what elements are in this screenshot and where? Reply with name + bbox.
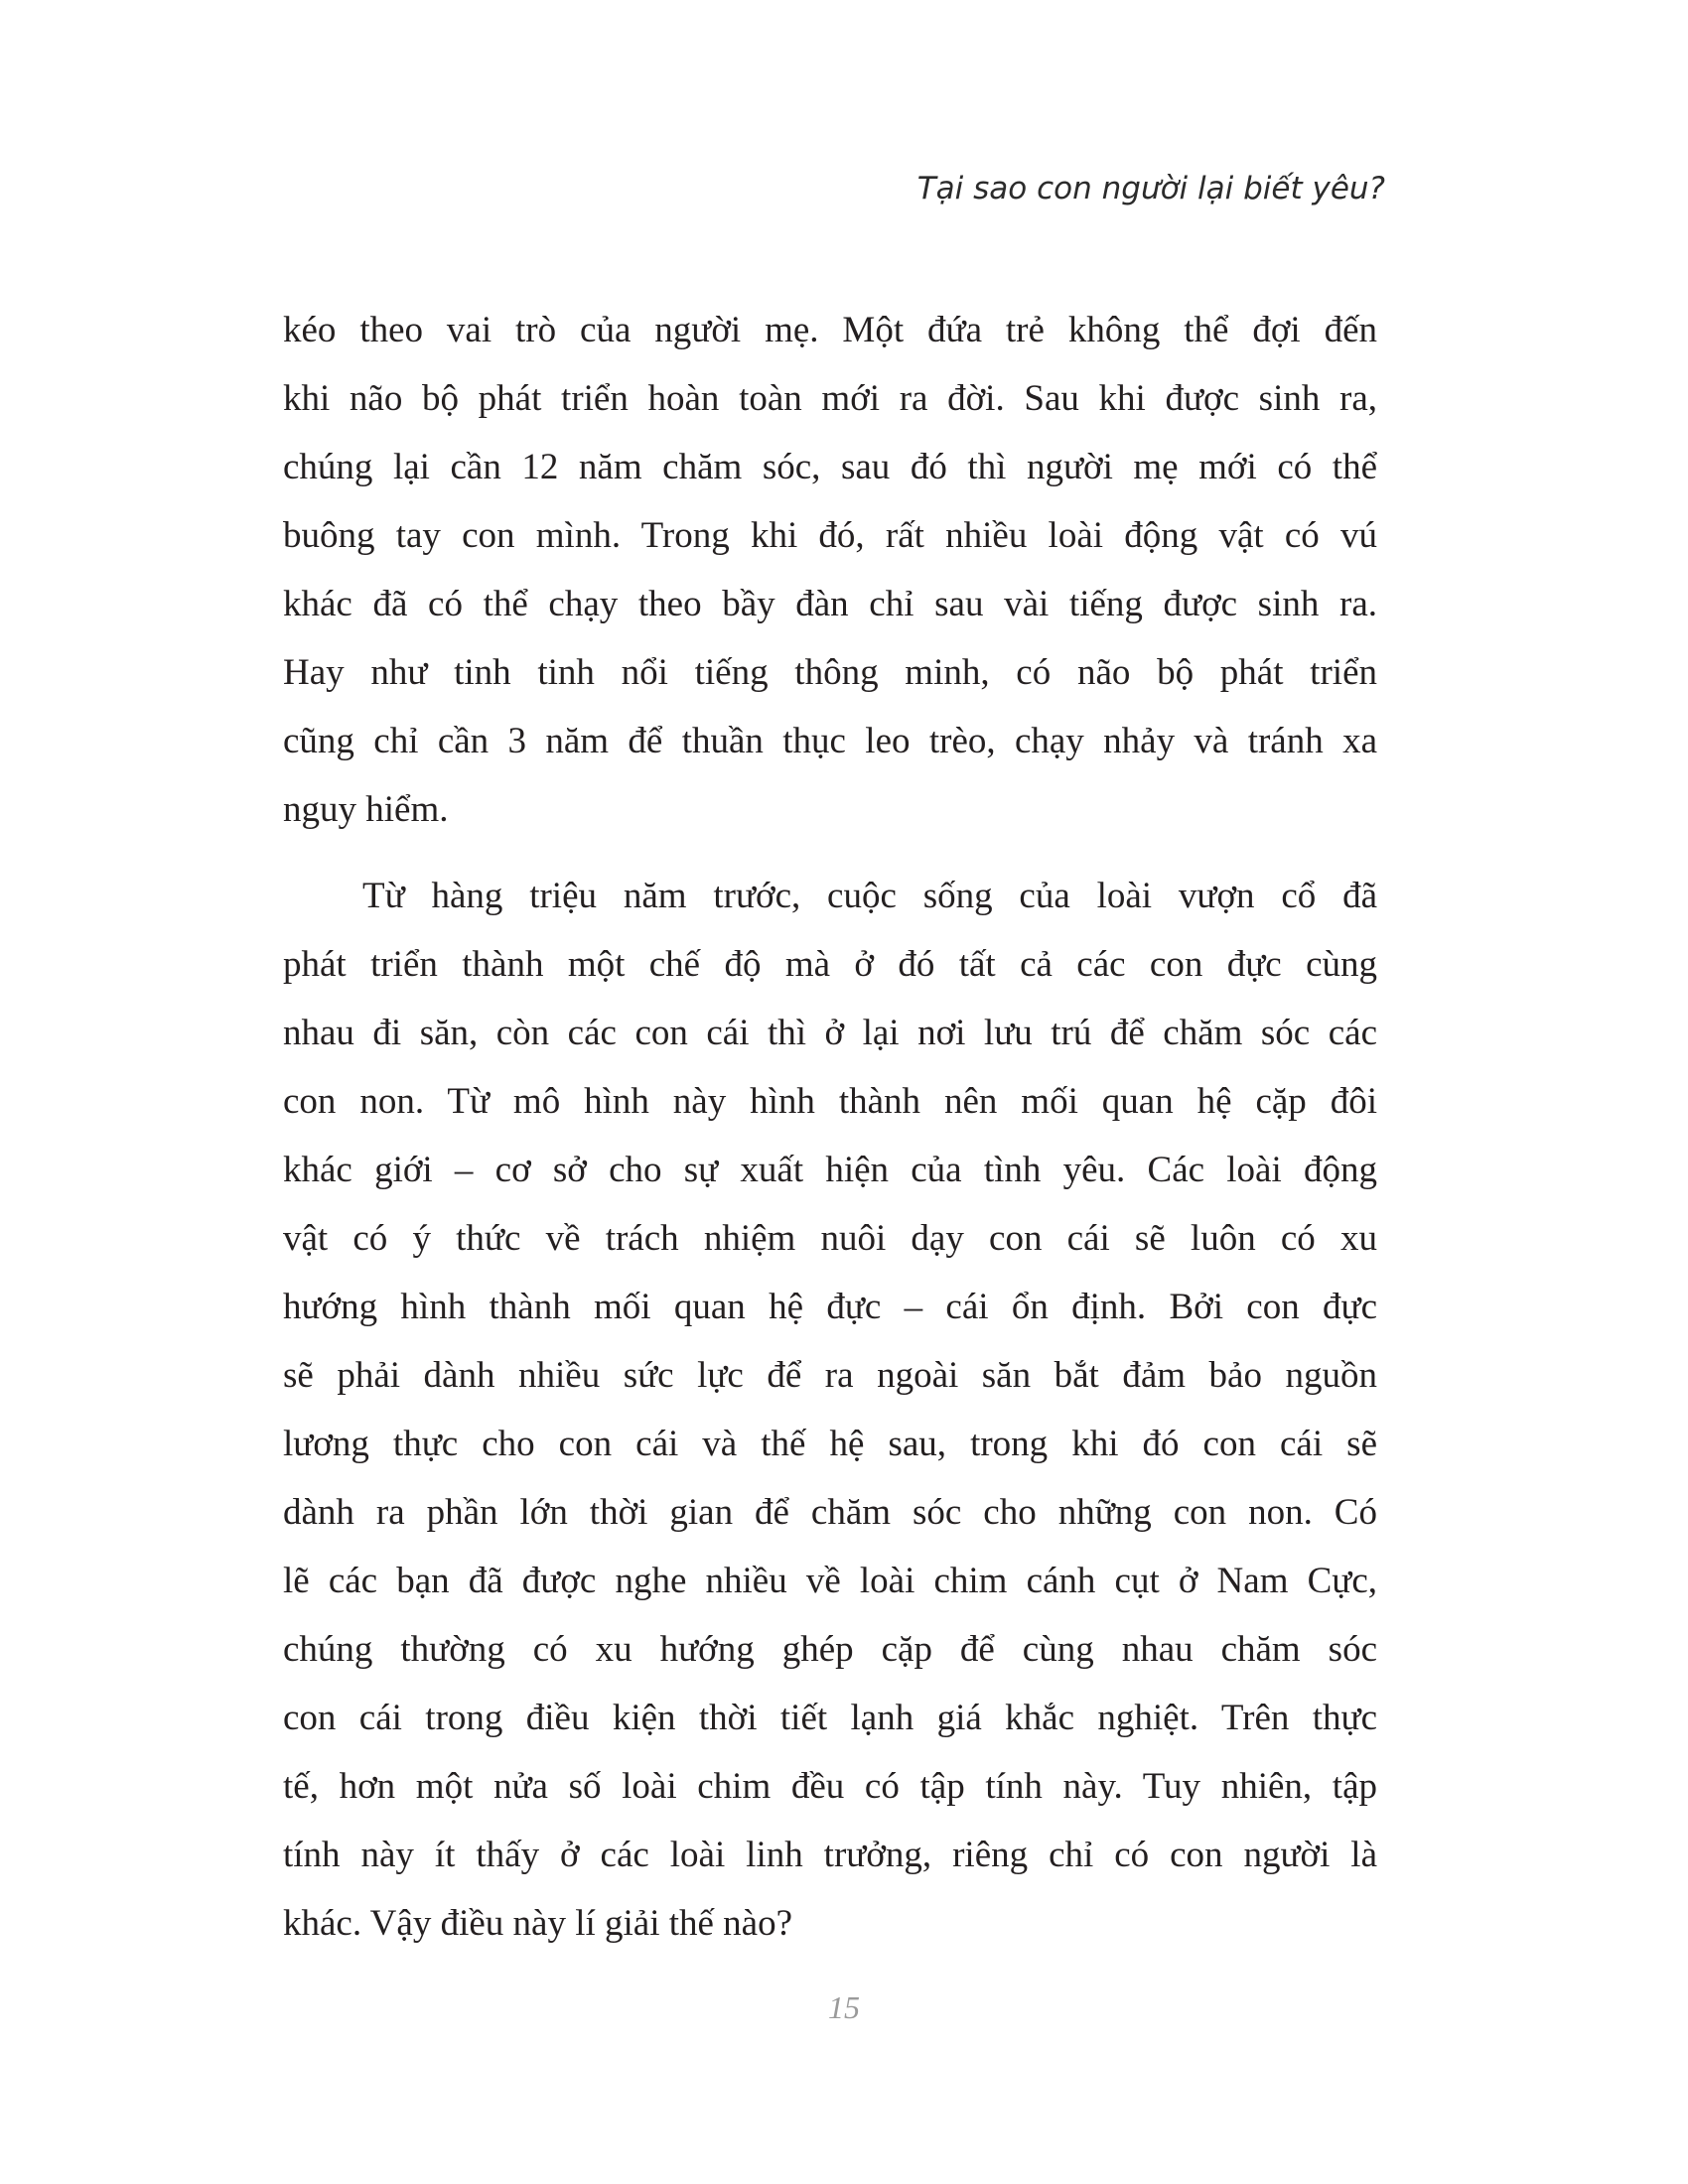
text-line: nhau đi săn, còn các con cái thì ở lại nơi lưu trú để chăm sóc các xyxy=(283,1013,1377,1053)
text-line: nguy hiểm. xyxy=(283,789,449,830)
text-line: khác giới – cơ sở cho sự xuất hiện của tình yêu. Các loài động xyxy=(283,1150,1377,1190)
text-line: khác. Vậy điều này lí giải thế nào? xyxy=(283,1903,793,1944)
text-line: Từ hàng triệu năm trước, cuộc sống của loài vượn cổ đã xyxy=(362,876,1377,916)
text-line: hướng hình thành mối quan hệ đực – cái ổn định. Bởi con đực xyxy=(283,1287,1377,1327)
text-line: chúng lại cần 12 năm chăm sóc, sau đó thì người mẹ mới có thể xyxy=(283,447,1377,487)
paragraph-2 xyxy=(283,862,1377,1958)
text-line: tính này ít thấy ở các loài linh trưởng, riêng chỉ có con người là xyxy=(283,1835,1377,1875)
text-line: vật có ý thức về trách nhiệm nuôi dạy con cái sẽ luôn có xu xyxy=(283,1218,1377,1259)
page-number: 15 xyxy=(828,1989,860,2025)
text-line: sẽ phải dành nhiều sức lực để ra ngoài săn bắt đảm bảo nguồn xyxy=(283,1355,1377,1396)
text-line: tế, hơn một nửa số loài chim đều có tập tính này. Tuy nhiên, tập xyxy=(283,1766,1377,1807)
text-line: lương thực cho con cái và thế hệ sau, trong khi đó con cái sẽ xyxy=(283,1424,1377,1464)
text-line: dành ra phần lớn thời gian để chăm sóc cho những con non. Có xyxy=(283,1492,1377,1533)
text-line: kéo theo vai trò của người mẹ. Một đứa trẻ không thể đợi đến xyxy=(283,310,1377,350)
text-line: chúng thường có xu hướng ghép cặp để cùng nhau chăm sóc xyxy=(283,1629,1377,1670)
text-line: phát triển thành một chế độ mà ở đó tất cả các con đực cùng xyxy=(283,944,1377,985)
text-line: con non. Từ mô hình này hình thành nên mối quan hệ cặp đôi xyxy=(283,1081,1377,1122)
text-line: khác đã có thể chạy theo bầy đàn chỉ sau vài tiếng được sinh ra. xyxy=(283,584,1377,624)
text-line: cũng chỉ cần 3 năm để thuần thục leo trèo, chạy nhảy và tránh xa xyxy=(283,721,1377,761)
text-line: lẽ các bạn đã được nghe nhiều về loài chim cánh cụt ở Nam Cực, xyxy=(283,1561,1377,1601)
text-line: buông tay con mình. Trong khi đó, rất nhiều loài động vật có vú xyxy=(283,515,1377,556)
running-header: Tại sao con người lại biết yêu? xyxy=(916,171,1385,206)
text-line: khi não bộ phát triển hoàn toàn mới ra đời. Sau khi được sinh ra, xyxy=(283,378,1377,419)
paragraph-1 xyxy=(283,296,1377,844)
text-line: Hay như tinh tinh nổi tiếng thông minh, có não bộ phát triển xyxy=(283,652,1377,693)
text-line: con cái trong điều kiện thời tiết lạnh giá khắc nghiệt. Trên thực xyxy=(283,1698,1377,1738)
